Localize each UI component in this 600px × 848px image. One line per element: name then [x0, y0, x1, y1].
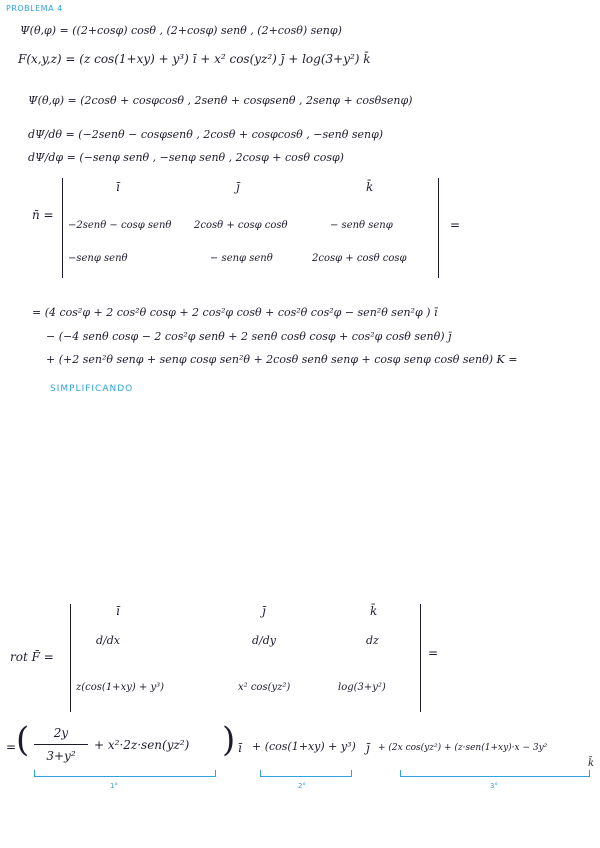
- cell-r1c3: − senθ senφ: [330, 220, 393, 231]
- brace-label-1: 1°: [110, 782, 118, 790]
- cell-r2c2: − senφ senθ: [210, 253, 273, 264]
- unit-i: ī: [116, 180, 120, 194]
- det-right-bar: [438, 178, 439, 278]
- brace-term3: [400, 770, 590, 777]
- partial-phi: dΨ/dφ = (−senφ senθ , −senφ senθ , 2cosφ + cosθ cosφ): [28, 151, 344, 164]
- cell-r1c2: 2cosθ + cosφ cosθ: [194, 220, 288, 231]
- curl-d-dx: d/dx: [96, 634, 120, 647]
- unit-k: k̄: [366, 180, 374, 194]
- curl-d-dz: dz: [366, 634, 379, 647]
- problem-title: PROBLEMA 4: [6, 4, 63, 13]
- fraction-numerator: 2y: [53, 726, 69, 740]
- partial-theta: dΨ/dθ = (−2senθ − cosφsenθ , 2cosθ + cosφcosθ , −senθ senφ): [28, 128, 384, 141]
- term1-rest: + x²·2z·sen(yz²): [94, 738, 190, 752]
- curl-Q: x² cos(yz²): [238, 682, 291, 693]
- curl-P: z(cos(1+xy) + y³): [76, 682, 165, 693]
- curl-unit-j: j̄: [262, 604, 266, 618]
- normal-label: n̄ =: [32, 208, 54, 222]
- term2: + (cos(1+xy) + y³): [252, 740, 356, 753]
- curl-equals: =: [428, 646, 439, 660]
- cell-r2c3: 2cosφ + cosθ cosφ: [312, 253, 407, 264]
- curl-d-dy: d/dy: [252, 634, 277, 647]
- final-j-unit: j̄: [366, 741, 370, 755]
- fraction-denominator: 3+y²: [46, 749, 76, 763]
- curl-unit-i: ī: [116, 604, 120, 618]
- curl-left-bar: [70, 604, 71, 712]
- det-equals: =: [450, 218, 461, 232]
- final-close-paren: ): [222, 720, 236, 760]
- final-i-unit: ī: [238, 741, 242, 755]
- result-j-component: − (−4 senθ cosφ − 2 cos²φ senθ + 2 senθ cosθ cosφ + cos²φ cosθ senθ) j̄: [46, 330, 452, 343]
- final-open-paren: (: [16, 720, 30, 760]
- brace-label-3: 3°: [490, 782, 498, 790]
- curl-label: rot F̄ =: [10, 650, 54, 664]
- curl-right-bar: [420, 604, 421, 712]
- cell-r2c1: −senφ senθ: [68, 253, 128, 264]
- curl-unit-k: k̄: [370, 604, 378, 618]
- final-lead: =: [6, 740, 17, 754]
- det-left-bar: [62, 178, 63, 278]
- parametrization-expanded: Ψ(θ,φ) = (2cosθ + cosφcosθ , 2senθ + cosφsenθ , 2senφ + cosθsenφ): [28, 94, 413, 107]
- brace-term2: [260, 770, 352, 777]
- result-k-component: + (+2 sen²θ senφ + senφ cosφ sen²θ + 2cosθ senθ senφ + cosφ senφ cosθ senθ) K =: [46, 353, 518, 366]
- fraction-bar: [34, 744, 88, 745]
- brace-label-2: 2°: [298, 782, 306, 790]
- cell-r1c1: −2senθ − cosφ senθ: [68, 220, 172, 231]
- term3: + (2x cos(yz²) + (z·sen(1+xy)·x − 3y²: [378, 743, 548, 753]
- unit-j: j̄: [236, 180, 240, 194]
- final-k-unit: k̄: [588, 758, 595, 769]
- vector-field: F(x,y,z) = (z cos(1+xy) + y³) ī + x² cos(yz²) j̄ + log(3+y²) k̄: [18, 52, 371, 66]
- brace-term1: [34, 770, 216, 777]
- simplificando-label: SIMPLIFICANDO: [50, 384, 134, 394]
- parametrization: Ψ(θ,φ) = ((2+cosφ) cosθ , (2+cosφ) senθ , (2+cosθ) senφ): [20, 24, 342, 37]
- result-i-component: = (4 cos²φ + 2 cos²θ cosφ + 2 cos²φ cosθ + cos²θ cos²φ − sen²θ sen²φ ) ī: [32, 306, 438, 319]
- curl-R: log(3+y²): [338, 682, 386, 693]
